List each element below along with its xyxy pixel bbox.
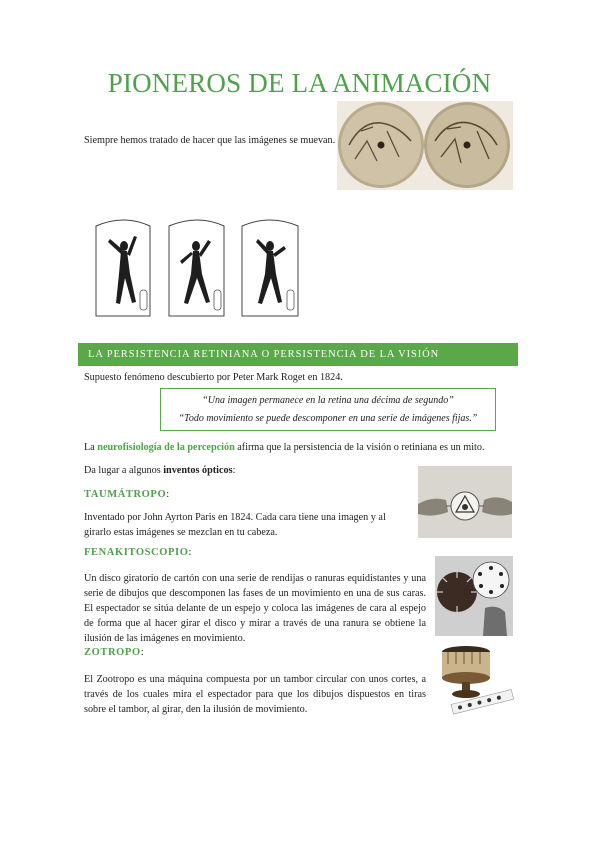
neuro-post: afirma que la persistencia de la visión o retiniana es un mito. (234, 442, 485, 453)
quote-box (160, 388, 496, 431)
fenakitoscopio-title: FENAKITOSCOPIO (84, 547, 189, 558)
zotropo-text: El Zootropo es una máquina compuesta por un tambor circular con unos cortes, a través de los cuales mira el espectador para que los dibujos dispuestos en tiras sobre el tambor, al girar, den la ilusión de movimiento. (84, 674, 426, 715)
fenakitoscopio-colon: : (188, 547, 193, 558)
bone-discs-image (337, 101, 513, 190)
taumatropo-title: TAUMÁTROPO (84, 489, 167, 500)
page-title: PIONEROS DE LA ANIMACIÓN (107, 68, 492, 98)
taumatropo-text: Inventado por John Ayrton Paris en 1824. Cada cara tiene una imagen y al girarlo estas imágenes se mezclan en tu cabeza. (84, 512, 386, 538)
neuro-link[interactable]: neurofisiología de la percepción (97, 442, 235, 453)
taumatropo-heading (84, 489, 170, 500)
quote-movimiento: “Todo movimiento se puede descomponer en una serie de imágenes fijas.” (178, 413, 478, 424)
quote-retina: “Una imagen permanece en la retina una décima de segundo” (202, 395, 454, 406)
zotropo-heading (84, 647, 144, 658)
inventos-paragraph (84, 463, 235, 478)
neuro-paragraph (84, 440, 485, 455)
inventos-post: : (232, 465, 236, 476)
figure-sketches-image (90, 212, 310, 322)
zotropo-colon: : (140, 647, 145, 658)
roget-text: Supuesto fenómeno descubierto por Peter Mark Roget en 1824. (84, 372, 343, 383)
zotropo-title: ZOTROPO (84, 647, 141, 658)
intro-text: Siempre hemos tratado de hacer que las imágenes se muevan. (84, 135, 336, 146)
inventos-bold: inventos ópticos (163, 465, 233, 476)
taumatropo-colon: : (166, 489, 170, 500)
section-band-persistencia: LA PERSISTENCIA RETINIANA O PERSISTENCIA DE LA VISIÓN (78, 343, 518, 366)
fenakitoscopio-image (435, 556, 513, 636)
zotropo-image (436, 638, 514, 716)
taumatropo-image (418, 466, 512, 538)
neuro-pre: La (84, 442, 98, 453)
fenakitoscopio-text: Un disco giratorio de cartón con una serie de rendijas o ranuras equidistantes y una serie de dibujos que descomponen las fases de un movimiento en una de sus caras. El espectador se sitúa delante de un espejo y coloca las imágenes de cara al espejo de forma que al hacer girar el disco y mirar a través de una ranura se obtiene la ilusión de las imágenes en movimiento. (84, 573, 426, 644)
fenakitoscopio-heading (84, 547, 192, 558)
inventos-pre: Da lugar a algunos (84, 465, 164, 476)
